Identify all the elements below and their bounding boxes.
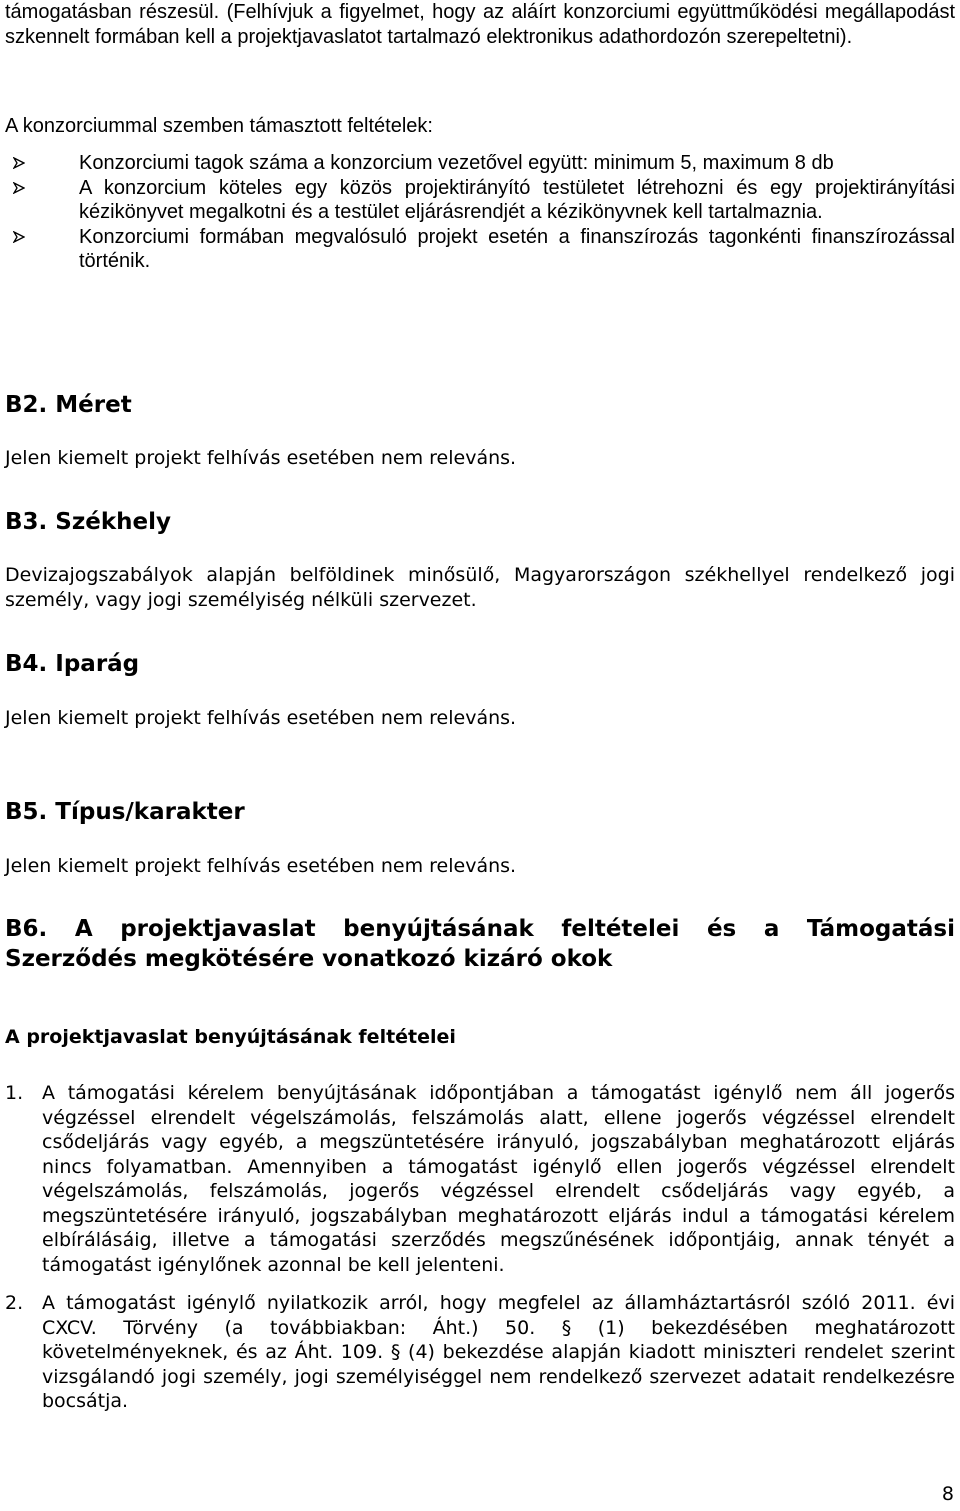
conditions-list <box>5 151 955 274</box>
numbered-item-number: 1. <box>5 1082 24 1104</box>
arrowhead-bullet-icon <box>13 231 25 243</box>
numbered-item <box>5 1291 955 1414</box>
section-subheading-b6: A projektjavaslat benyújtásának feltételei <box>5 1026 456 1048</box>
conditions-lead: A konzorciummal szemben támasztott feltételek: <box>5 115 433 137</box>
section-text-b4: Jelen kiemelt projekt felhívás esetében nem releváns. <box>5 707 517 729</box>
conditions-item-text: Konzorciumi formában megvalósuló projekt esetén a finanszírozás tagonkénti finanszírozással történik. <box>79 225 955 272</box>
section-heading-b5: B5. Típus/karakter <box>5 799 245 825</box>
section-text-b2: Jelen kiemelt projekt felhívás esetében nem releváns. <box>5 447 517 469</box>
section-heading-b2: B2. Méret <box>5 392 132 418</box>
section-text-b3: Devizajogszabályok alapján belföldinek minősülő, Magyarországon székhellyel rendelkező jogi személy, vagy jogi személyiség nélküli szervezet. <box>5 564 955 611</box>
conditions-item <box>5 151 955 176</box>
numbered-item <box>5 1081 955 1277</box>
page-number: 8 <box>941 1483 954 1505</box>
numbered-item-text: A támogatást igénylő nyilatkozik arról, hogy megfelel az államháztartásról szóló 2011. évi CXCV. Törvény (a továbbiakban: Áht.) 50. § (1) bekezdésében meghatározott követelményeknek, és az Áht. 109. § (4) bekezdése alapján kiadott miniszteri rendelet szerint vizsgálandó jogi személy, jogi személyiséggel nem rendelkező szervezet adatait rendelkezésre bocsátja. <box>42 1292 955 1412</box>
section-heading-b3: B3. Székhely <box>5 509 171 535</box>
arrowhead-bullet-icon <box>13 182 25 194</box>
section-heading-b6: B6. A projektjavaslat benyújtásának feltételei és a Támogatási Szerződés megkötésére vonatkozó kizáró okok <box>5 916 955 972</box>
intro-paragraph: támogatásban részesül. (Felhívjuk a figyelmet, hogy az aláírt konzorciumi együttműködési megállapodást szkennelt formában kell a projektjavaslatot tartalmazó elektronikus adathordozón szerepeltetni). <box>5 1 955 48</box>
arrowhead-bullet-icon <box>13 157 25 169</box>
conditions-item <box>5 176 955 225</box>
conditions-item-text: Konzorciumi tagok száma a konzorcium vezetővel együtt: minimum 5, maximum 8 db <box>79 152 834 174</box>
numbered-item-text: A támogatási kérelem benyújtásának időpontjában a támogatást igénylő nem áll jogerős végzéssel elrendelt végelszámolás, felszámolás alatt, ellene jogerős végzéssel elrendelt csődeljárás vagy egyéb, a megszüntetésére irányuló, jogszabályban meghatározott eljárás nincs folyamatban. Amennyiben a támogatást igénylő ellen jogerős végzéssel elrendelt végelszámolás, felszámolás, jogerős végzéssel elrendelt csődeljárás vagy egyéb, a megszüntetésére irányuló, jogszabályban meghatározott eljárás indul a támogatási kérelem elbírálásáig, illetve a támogatási szerződés megszűnésének időpontjáig, annak tényét a támogatást igénylőnek azonnal be kell jelenteni. <box>42 1082 955 1276</box>
numbered-item-number: 2. <box>5 1292 24 1314</box>
conditions-numbered-list <box>5 1081 955 1414</box>
conditions-item <box>5 225 955 274</box>
section-text-b5: Jelen kiemelt projekt felhívás esetében nem releváns. <box>5 855 517 877</box>
conditions-item-text: A konzorcium köteles egy közös projektirányító testületet létrehozni és egy projektirányítási kézikönyvet megalkotni és a testület eljárásrendjét a kézikönyvnek kell tartalmaznia. <box>79 176 955 223</box>
section-heading-b4: B4. Iparág <box>5 651 140 677</box>
